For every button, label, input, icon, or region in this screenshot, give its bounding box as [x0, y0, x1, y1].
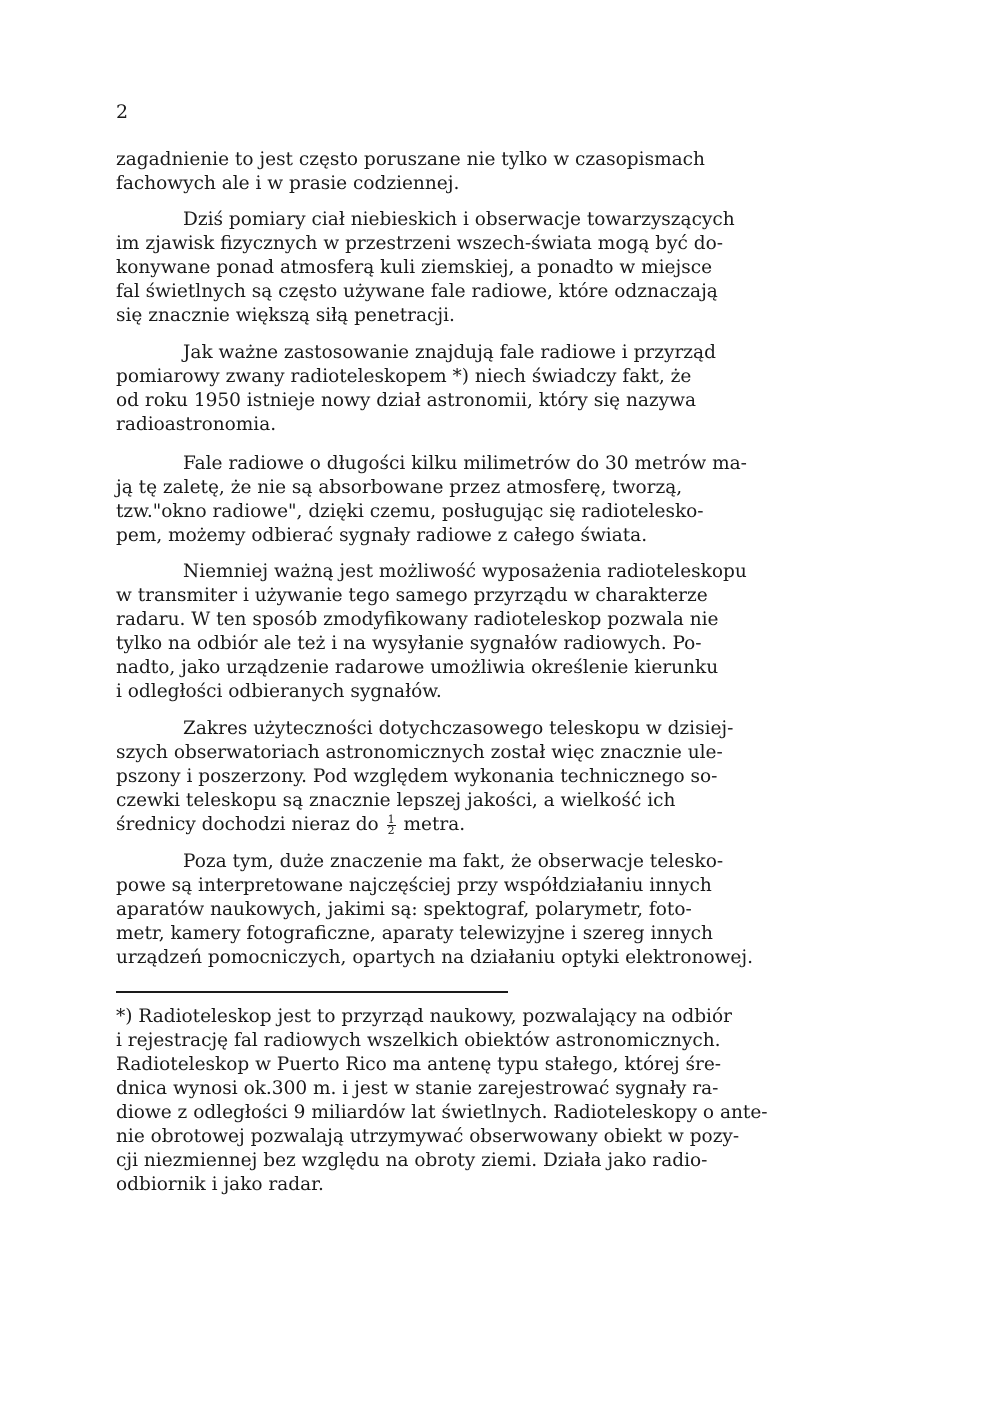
paragraph-6-line-5	[116, 813, 465, 837]
footnote-line-8: odbiornik i jako radar.	[116, 1174, 324, 1195]
paragraph-1-line-1: zagadnienie to jest często poruszane nie tylko w czasopismach	[116, 149, 705, 170]
paragraph-2-line-4: fal świetlnych są często używane fale radiowe, które odznaczają	[116, 281, 718, 302]
paragraph-4-line-2: ją tę zaletę, że nie są absorbowane przez atmosferę, tworzą,	[116, 477, 683, 498]
paragraph-6-line-2: szych obserwatoriach astronomicznych został więc znacznie ule-	[116, 742, 723, 763]
paragraph-7-line-4: metr, kamery fotograficzne, aparaty telewizyjne i szereg innych	[116, 923, 713, 944]
footnote-line-6: nie obrotowej pozwalają utrzymywać obserwowany obiekt w pozy-	[116, 1126, 740, 1147]
paragraph-5-line-1: Niemniej ważną jest możliwość wyposażenia radioteleskopu	[183, 561, 747, 582]
footnote-line-3: Radioteleskop w Puerto Rico ma antenę typu stałego, której śre-	[116, 1054, 722, 1075]
paragraph-4-line-4: pem, możemy odbierać sygnały radiowe z całego świata.	[116, 525, 648, 546]
footnote-line-5: diowe z odległości 9 miliardów lat świetlnych. Radioteleskopy o ante-	[116, 1102, 768, 1123]
footnote-line-1: *) Radioteleskop jest to przyrząd naukowy, pozwalający na odbiór	[116, 1006, 732, 1027]
paragraph-4-line-1: Fale radiowe o długości kilku milimetrów do 30 metrów ma-	[183, 453, 747, 474]
paragraph-5-line-5: nadto, jako urządzenie radarowe umożliwia określenie kierunku	[116, 657, 719, 678]
paragraph-2-line-1: Dziś pomiary ciał niebieskich i obserwacje towarzyszących	[183, 209, 735, 230]
paragraph-5-line-2: w transmiter i używanie tego samego przyrządu w charakterze	[116, 585, 708, 606]
fraction-denominator: 2	[387, 823, 395, 837]
paragraph-7-line-1: Poza tym, duże znaczenie ma fakt, że obserwacje telesko-	[183, 851, 724, 872]
paragraph-5-line-4: tylko na odbiór ale też i na wysyłanie sygnałów radiowych. Po-	[116, 633, 702, 654]
paragraph-5-line-3: radaru. W ten sposób zmodyfikowany radioteleskop pozwala nie	[116, 609, 719, 630]
paragraph-2-line-5: się znacznie większą siłą penetracji.	[116, 305, 455, 326]
paragraph-4-line-3: tzw."okno radiowe", dzięki czemu, posługując się radiotelesko-	[116, 501, 704, 522]
footnote-divider	[116, 991, 508, 993]
paragraph-7-line-2: powe są interpretowane najczęściej przy współdziałaniu innych	[116, 875, 712, 896]
paragraph-6-line-3: pszony i poszerzony. Pod względem wykonania technicznego so-	[116, 766, 718, 787]
paragraph-7-line-3: aparatów naukowych, jakimi są: spektograf, polarymetr, foto-	[116, 899, 692, 920]
paragraph-1-line-2: fachowych ale i w prasie codziennej.	[116, 173, 460, 194]
paragraph-3-line-1: Jak ważne zastosowanie znajdują fale radiowe i przyrząd	[183, 342, 716, 363]
paragraph-2-line-3: konywane ponad atmosferą kuli ziemskiej, a ponadto w miejsce	[116, 257, 713, 278]
footnote-line-7: cji niezmiennej bez względu na obroty ziemi. Działa jako radio-	[116, 1150, 708, 1171]
footnote-line-2: i rejestrację fal radiowych wszelkich obiektów astronomicznych.	[116, 1030, 721, 1051]
paragraph-6-line-5-suffix: metra.	[397, 814, 466, 835]
paragraph-3-line-2: pomiarowy zwany radioteleskopem *) niech świadczy fakt, że	[116, 366, 692, 387]
paragraph-2-line-2: im zjawisk fizycznych w przestrzeni wszech-świata mogą być do-	[116, 233, 724, 254]
paragraph-6-line-4: czewki teleskopu są znacznie lepszej jakości, a wielkość ich	[116, 790, 676, 811]
fraction-numerator: 1	[387, 812, 395, 826]
paragraph-7-line-5: urządzeń pomocniczych, opartych na działaniu optyki elektronowej.	[116, 947, 753, 968]
paragraph-6-line-1: Zakres użyteczności dotychczasowego teleskopu w dzisiej-	[183, 718, 734, 739]
paragraph-3-line-3: od roku 1950 istnieje nowy dział astronomii, który się nazywa	[116, 390, 696, 411]
paragraph-6-line-5-prefix: średnicy dochodzi nieraz do	[116, 814, 385, 835]
paragraph-3-line-4: radioastronomia.	[116, 414, 277, 435]
paragraph-5-line-6: i odległości odbieranych sygnałów.	[116, 681, 442, 702]
footnote-line-4: dnica wynosi ok.300 m. i jest w stanie zarejestrować sygnały ra-	[116, 1078, 719, 1099]
one-half-fraction	[387, 812, 396, 837]
page-number: 2	[116, 101, 129, 123]
